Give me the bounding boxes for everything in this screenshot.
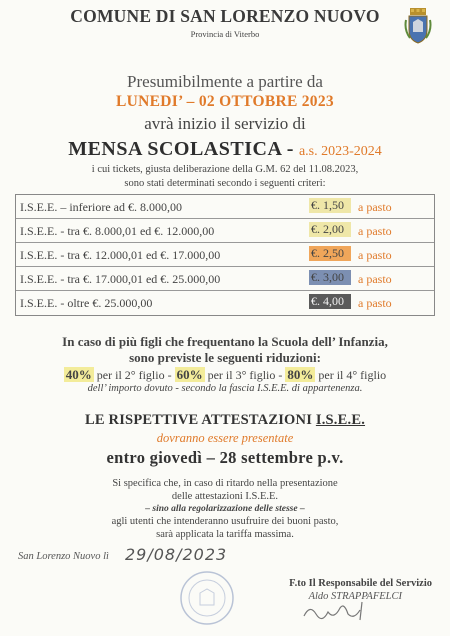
isee-table [15,194,435,316]
isee-heading [0,412,450,429]
reductions-note: dell’ importo dovuto - secondo la fascia I.S.E.E. di appartenenza. [87,383,363,394]
service-name: MENSA SCOLASTICA - [68,138,294,160]
isee-range-label: I.S.E.E. - tra €. 12.000,01 ed €. 17.000,00 [20,248,221,262]
reduction-text-3rd: per il 3° figlio - [204,368,286,382]
isee-price: €. 3,00 [309,270,351,285]
signature-title: F.to Il Responsabile del Servizio [289,578,432,589]
isee-subheading: dovranno essere presentate [156,431,294,445]
criteria-line-2: sono stati determinati secondo i seguenti criteri: [124,178,326,189]
isee-row [16,195,434,219]
reduction-percent-3rd: 60% [176,367,203,382]
reduction-percent-2nd: 40% [65,367,92,382]
deadline: entro giovedì – 28 settembre p.v. [106,448,344,467]
isee-row [16,219,434,243]
reduction-percent-4th: 80% [287,367,314,382]
intro-line-1: Presumibilmente a partire da [127,72,323,91]
service-title [0,138,450,161]
late-note-1: Si specifica che, in caso di ritardo nella presentazione [112,478,338,489]
isee-heading-text: LE RISPETTIVE ATTESTAZIONI [84,412,316,428]
isee-price: €. 1,50 [309,198,351,213]
late-note-4: agli utenti che intenderanno usufruire dei buoni pasto, [111,516,339,527]
late-note-3: – sino alla regolarizzazione delle stesse – [145,504,305,514]
isee-per-meal: a pasto [358,248,392,262]
isee-row [16,291,434,315]
start-date: LUNEDI’ – 02 OTTOBRE 2023 [116,93,334,110]
reductions-line [0,367,450,383]
isee-range-label: I.S.E.E. - oltre €. 25.000,00 [20,296,153,310]
isee-price: €. 2,00 [309,222,351,237]
isee-per-meal: a pasto [358,296,392,310]
reductions-intro-2: sono previste le seguenti riduzioni: [129,350,321,365]
isee-per-meal: a pasto [358,200,392,214]
isee-price: €. 4,00 [309,294,351,309]
reduction-text-4th: per il 4° figlio [315,368,387,382]
late-note-2: delle attestazioni I.S.E.E. [171,491,279,502]
isee-row [16,267,434,291]
isee-row [16,243,434,267]
handwritten-date: 29/08/2023 [125,545,228,564]
intro-line-3: avrà inizio il servizio di [144,114,306,133]
late-note-5: sarà applicata la tariffa massima. [156,529,294,540]
place-label: San Lorenzo Nuovo lì [18,551,109,562]
isee-per-meal: a pasto [358,224,392,238]
reduction-text-2nd: per il 2° figlio - [93,368,175,382]
reductions-intro-1: In caso di più figli che frequentano la Scuola dell’ Infanzia, [62,334,388,349]
criteria-line-1: i cui tickets, giusta deliberazione della G.M. 62 del 11.08.2023, [91,164,359,175]
isee-range-label: I.S.E.E. – inferiore ad €. 8.000,00 [20,200,182,214]
municipal-crest-icon [404,8,432,44]
signature-scrawl-icon [300,598,380,624]
isee-range-label: I.S.E.E. - tra €. 8.000,01 ed €. 12.000,00 [20,224,215,238]
isee-range-label: I.S.E.E. - tra €. 17.000,01 ed €. 25.000,00 [20,272,221,286]
isee-price: €. 2,50 [309,246,351,261]
signature-name: Aldo STRAPPAFELCI [308,591,402,602]
isee-heading-acronym: I.S.E.E. [315,412,366,428]
isee-per-meal: a pasto [358,272,392,286]
header-title: COMUNE DI SAN LORENZO NUOVO [70,6,380,26]
school-year: a.s. 2023-2024 [298,144,382,159]
header-subtitle: Provincia di Viterbo [190,29,260,39]
